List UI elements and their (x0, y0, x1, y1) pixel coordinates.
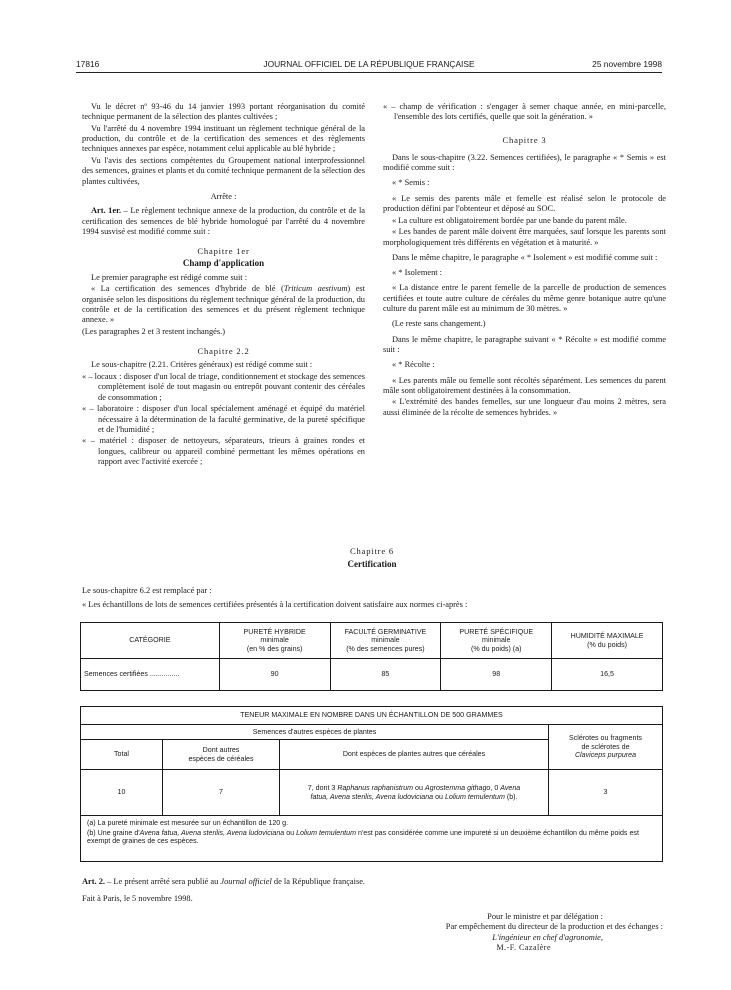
quote-line: « * Récolte : (392, 360, 435, 370)
chapter-heading: Chapitre 1er (197, 246, 250, 257)
list-item: « – champ de vérification : s'engager à semer chaque année, en mini-parcelle, l'ensemble des lots certifiés, quelle que soit la génération. » (383, 102, 666, 122)
chapter-heading: Chapitre 3 (502, 134, 547, 145)
quote-paragraph: « La culture est obligatoirement bordée par une bande du parent mâle. (392, 215, 627, 225)
column-header-specific-purity: PURETÉ SPÉCIFIQUE minimale (% du poids) (a) (441, 623, 552, 659)
visa-paragraph: Vu l'arrêté du 4 novembre 1994 instituant un règlement technique général de la production, du contrôle et de la certification des semences et des règlements techniques annexes par espèce, notamment celui applicable au blé hybride ; (82, 123, 365, 154)
quote-paragraph: « Les parents mâle ou femelle sont récoltés séparément. Les semences du parent mâle sont obligatoirement destinées à la consommation. (383, 375, 666, 395)
article-text: – Le règlement technique annexe de la production, du contrôle et de la certification des semences de blé hybride homologué par l'arrêté du 4 novembre 1994 susvisé est modifié comme suit : (82, 206, 365, 236)
place-date: Fait à Paris, le 5 novembre 1998. (82, 894, 193, 904)
column-header-total: Total (81, 740, 163, 770)
cell-total: 10 (81, 770, 163, 816)
cell-other-plants: 7, dont 3 Raphanus raphanistrum ou Agrostemma githago, 0 Avena fatua, Avena sterilis, Avena ludoviciana ou Lolium temulentum (b). (280, 770, 549, 816)
cell-specific-purity: 98 (441, 659, 552, 691)
chapter-heading: Chapitre 2.2 (197, 346, 250, 357)
right-column (383, 102, 666, 419)
cell-cereals: 7 (163, 770, 280, 816)
table-title: TENEUR MAXIMALE EN NOMBRE DANS UN ÉCHANTILLON DE 500 GRAMMES (81, 707, 663, 725)
column-header-humidity: HUMIDITÉ MAXIMALE (% du poids) (552, 623, 663, 659)
chapter-6-body (82, 586, 662, 611)
body-paragraph: Dans le sous-chapitre (3.22. Semences certifiées), le paragraphe « * Semis » est modifié comme suit : (383, 152, 666, 173)
article-2: Art. 2. – Le présent arrêté sera publié au Journal officiel de la République française. (82, 877, 366, 886)
table-header-row (81, 623, 663, 659)
cell-hybrid-purity: 90 (219, 659, 330, 691)
header-rule (76, 72, 662, 73)
chapter-6-heading (82, 546, 662, 574)
column-header-cereals: Dont autres espèces de céréales (163, 740, 280, 770)
chapter-title: Champ d'application (182, 258, 265, 269)
body-paragraph: Le sous-chapitre 6.2 est remplacé par : (82, 586, 212, 595)
list-item: « – matériel : disposer de nettoyeurs, séparateurs, trieurs à graines rondes et longues, calibreur ou appareil combiné permettant les mêmes opérations en rapport avec l'activité exercée ; (82, 436, 365, 466)
body-paragraph: (Les paragraphes 2 et 3 restent inchangés.) (82, 326, 226, 336)
journal-title: JOURNAL OFFICIEL DE LA RÉPUBLIQUE FRANÇAISE (263, 59, 475, 69)
quote-paragraph: « La distance entre le parent femelle de la parcelle de production de semences certifiées et toute autre culture de céréales du même genre botanique autre qu'une culture du parent mâle est au minimum de 30 mètres. » (383, 283, 666, 314)
body-paragraph: Dans le même chapitre, le paragraphe suivant « * Récolte » est modifié comme suit : (383, 334, 666, 354)
body-paragraph: Le premier paragraphe est rédigé comme suit : (91, 272, 248, 282)
quote-line: « * Semis : (392, 178, 430, 188)
column-header-sclerotia: Sclérotes ou fragments de sclérotes de Claviceps purpurea (549, 725, 663, 770)
table-row (81, 770, 663, 816)
page-number: 17816 (76, 59, 100, 69)
chapter-heading: Chapitre 6 (349, 546, 395, 556)
chapter-title: Certification (347, 559, 397, 570)
arrete-line: Arrête : (210, 191, 237, 201)
body-paragraph: Le sous-chapitre (2.21. Critères généraux) est rédigé comme suit : (91, 360, 313, 370)
signature-line: L'ingénieur en chef d'agronomie, (492, 932, 603, 942)
table-row (81, 659, 663, 691)
quote-paragraph: « La certification des semences d'hybride de blé (Triticum aestivum) est organisée selon les dispositions du règlement technique général de la production, du contrôle et de la certification des semences et du présent règlement technique annexe. » (82, 284, 365, 325)
column-header-germination: FACULTÉ GERMINATIVE minimale (% des semences pures) (330, 623, 441, 659)
quote-paragraph: « L'extrémité des bandes femelles, sur une longueur d'au moins 2 mètres, sera aussi éliminée de la récolte de semences hybrides. » (383, 397, 666, 417)
group-header: Semences d'autres espèces de plantes (81, 725, 549, 740)
certification-standards-table (80, 622, 663, 691)
footnote-a: (a) La pureté minimale est mesurée sur un échantillon de 120 g. (87, 819, 289, 827)
quote-paragraph: « Les bandes de parent mâle doivent être marquées, sauf lorsque les parents sont morphologiquement très différents en végétation et à maturité. » (383, 227, 666, 247)
cell-humidity: 16,5 (552, 659, 663, 691)
signatory-name: M.-F. Cazalère (496, 942, 551, 952)
column-header-hybrid-purity: PURETÉ HYBRIDE minimale (en % des grains) (219, 623, 330, 659)
signature-line: Pour le ministre et par délégation : (487, 912, 603, 921)
visa-paragraph: Vu l'avis des sections compétentes du Groupement national interprofessionnel des semences, graines et plants et du comité technique permanent de la sélection des plantes cultivées, (82, 156, 365, 186)
species-name: Triticum aestivum (283, 284, 348, 294)
issue-date: 25 novembre 1998 (592, 59, 662, 69)
list-item: « – locaux : disposer d'un local de triage, conditionnement et stockage des semences complètement isolé de tout magasin ou entrepôt pouvant contenir des céréales de consommation ; (82, 372, 365, 402)
visa-paragraph: Vu le décret nº 93-46 du 14 janvier 1993 portant réorganisation du comité technique permanent de la sélection des plantes cultivées ; (82, 102, 365, 122)
list-item: « – laboratoire : disposer d'un local spécialement aménagé et équipé du matériel nécessaire à la détermination de la faculté germinative, de la pureté spécifique et de l'humidité ; (82, 404, 365, 434)
footnote-b: (b) Une graine d'Avena fatua, Avena sterilis, Avena ludoviciana ou Lolium temulentum n'est pas considérée comme une impureté si un deuxième échantillon du même poids est exempt de graines de ces espèces. (87, 828, 639, 846)
quote-paragraph: « Le semis des parents mâle et femelle est réalisé selon le protocole de production défini par l'obtenteur et déposé au SOC. (383, 193, 666, 214)
row-label: Semences certifiées ............... (81, 659, 220, 691)
quote-line: « * Isolement : (392, 268, 443, 278)
table-footnotes (81, 816, 663, 862)
column-header-category: CATÉGORIE (81, 623, 220, 659)
cell-sclerotia: 3 (549, 770, 663, 816)
cell-germination: 85 (330, 659, 441, 691)
article-label: Art. 1er. (91, 206, 122, 216)
body-paragraph: Dans le même chapitre, le paragraphe « * Isolement » est modifié comme suit : (392, 252, 658, 262)
closing-section (82, 877, 662, 905)
page-header (76, 58, 662, 70)
signature-line: Par empêchement du directeur de la production et des échanges : (445, 922, 663, 932)
article-1 (82, 206, 365, 237)
signature-block (383, 912, 663, 953)
left-column (82, 102, 365, 469)
impurity-limits-table (80, 706, 663, 862)
body-paragraph: « Les échantillons de lots de semences certifiées présentés à la certification doivent satisfaire aux normes ci-après : (82, 600, 468, 610)
article-label: Art. 2. (82, 877, 106, 886)
body-paragraph: (Le reste sans changement.) (392, 319, 486, 329)
column-header-other-plants: Dont espèces de plantes autres que céréales (280, 740, 549, 770)
